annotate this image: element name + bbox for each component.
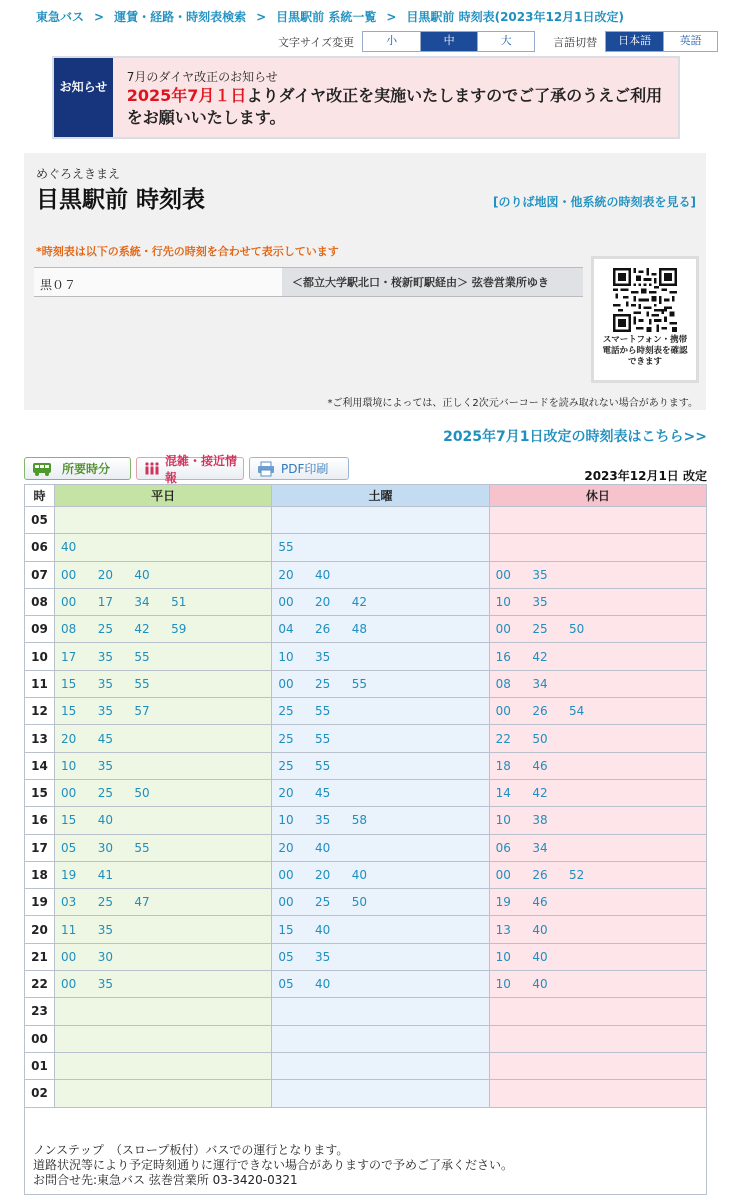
weekday-times-cell (55, 834, 272, 861)
departure-minute: 20 (278, 786, 294, 801)
notice-tag: お知らせ (54, 58, 113, 137)
departure-minute: 00 (495, 868, 511, 882)
weekday-times-cell (55, 1052, 272, 1079)
revision-date: 2023年12月1日 改定 (584, 469, 707, 483)
saturday-times-cell (272, 1080, 489, 1107)
map-link[interactable]: [のりば地図・他系統の時刻表を見る] (493, 195, 696, 209)
departure-minute: 35 (97, 649, 113, 664)
weekday-times-cell (55, 889, 272, 916)
saturday-times-cell (272, 998, 489, 1025)
breadcrumb-item-tokyu-bus[interactable]: 東急バス (36, 10, 85, 24)
duration-button[interactable] (24, 457, 131, 480)
saturday-times-cell (272, 588, 489, 615)
hour-cell: 17 (25, 834, 55, 861)
table-row (25, 861, 707, 888)
table-row (25, 616, 707, 643)
departure-minute: 40 (315, 922, 331, 937)
departure-minute: 45 (315, 786, 331, 801)
departure-minute: 55 (134, 676, 150, 691)
table-row (25, 588, 707, 615)
holiday-times-cell (489, 998, 706, 1025)
weekday-times-cell (55, 1080, 272, 1107)
saturday-times-cell (272, 1025, 489, 1052)
departure-minute: 25 (97, 895, 113, 910)
departure-minute: 10 (495, 977, 511, 992)
departure-minute: 20 (278, 840, 294, 855)
departure-minute: 00 (61, 786, 77, 801)
departure-minute: 35 (97, 922, 113, 937)
departure-minute: 11 (61, 922, 77, 937)
weekday-times-cell (55, 861, 272, 888)
departure-minute: 10 (278, 649, 294, 664)
departure-minute: 35 (315, 949, 331, 964)
departure-minute: 47 (134, 895, 150, 910)
weekday-times-cell (55, 643, 272, 670)
holiday-times-cell (489, 588, 706, 615)
table-row (25, 834, 707, 861)
congestion-button[interactable] (136, 453, 244, 485)
holiday-times-cell (489, 1025, 706, 1052)
departure-minute: 03 (61, 895, 77, 910)
language-switch (605, 31, 718, 52)
saturday-times-cell (272, 807, 489, 834)
departure-minute: 25 (97, 786, 113, 801)
saturday-times-cell (272, 725, 489, 752)
holiday-times-cell (489, 670, 706, 697)
departure-minute: 45 (97, 731, 113, 746)
departure-minute: 57 (134, 704, 150, 719)
departure-minute: 38 (532, 813, 548, 828)
font-size-large-button[interactable]: 大 (477, 32, 534, 51)
departure-minute: 50 (532, 731, 548, 746)
departure-minute: 08 (495, 676, 511, 691)
departure-minute: 25 (278, 704, 294, 719)
departure-minute: 46 (532, 895, 548, 910)
holiday-times-cell (489, 725, 706, 752)
qr-code-icon (613, 268, 677, 332)
weekday-times-cell (55, 916, 272, 943)
holiday-times-cell (489, 916, 706, 943)
congestion-button-label: 混雑・接近情報 (165, 453, 238, 485)
hour-cell: 10 (25, 643, 55, 670)
breadcrumb (36, 8, 624, 25)
hour-cell: 19 (25, 889, 55, 916)
holiday-times-cell (489, 834, 706, 861)
departure-minute: 35 (97, 758, 113, 773)
footer-line: お問合せ先:東急バス 弦巻営業所 03-3420-0321 (33, 1173, 298, 1187)
table-row (25, 889, 707, 916)
departure-minute: 16 (495, 649, 511, 664)
holiday-times-cell (489, 807, 706, 834)
holiday-times-cell (489, 971, 706, 998)
breadcrumb-separator-icon: > (256, 10, 267, 24)
table-row (25, 1052, 707, 1079)
departure-minute: 19 (495, 895, 511, 910)
route-code: 黒０７ (34, 268, 282, 296)
departure-minute: 10 (495, 949, 511, 964)
font-size-small-button[interactable]: 小 (363, 32, 420, 51)
table-row (25, 507, 707, 534)
holiday-times-cell (489, 889, 706, 916)
saturday-times-cell (272, 834, 489, 861)
qr-code-box (591, 256, 699, 383)
saturday-times-cell (272, 779, 489, 806)
pdf-print-button[interactable] (249, 457, 349, 480)
holiday-times-cell (489, 1080, 706, 1107)
departure-minute: 52 (569, 868, 585, 882)
hour-cell: 14 (25, 752, 55, 779)
departure-minute: 55 (134, 649, 150, 664)
hour-cell: 06 (25, 534, 55, 561)
departure-minute: 34 (532, 840, 548, 855)
departure-minute: 00 (61, 595, 77, 610)
departure-minute: 25 (315, 895, 331, 910)
departure-minute: 40 (315, 840, 331, 855)
hour-cell: 13 (25, 725, 55, 752)
departure-minute: 05 (61, 840, 77, 855)
saturday-times-cell (272, 752, 489, 779)
departure-minute: 13 (495, 922, 511, 937)
departure-minute: 40 (97, 813, 113, 828)
holiday-times-cell (489, 752, 706, 779)
timetable-body (25, 507, 707, 1108)
departure-minute: 35 (532, 567, 548, 582)
departure-minute: 25 (315, 676, 331, 691)
weekday-times-cell (55, 807, 272, 834)
table-row (25, 561, 707, 588)
font-size-label: 文字サイズ変更 (278, 35, 355, 49)
route-destination: ＜都立大学駅北口・桜新町駅経由＞ 弦巻営業所ゆき (282, 268, 583, 296)
departure-minute: 06 (495, 840, 511, 855)
weekday-times-cell (55, 998, 272, 1025)
language-label: 言語切替 (553, 35, 598, 49)
departure-minute: 26 (532, 868, 548, 882)
footer-notes (24, 1108, 707, 1195)
notice-banner (52, 56, 680, 139)
saturday-times-cell (272, 971, 489, 998)
departure-minute: 48 (351, 622, 367, 637)
table-row (25, 916, 707, 943)
language-japanese-button[interactable]: 日本語 (606, 32, 663, 51)
departure-minute: 00 (278, 676, 294, 691)
weekday-times-cell (55, 616, 272, 643)
saturday-times-cell (272, 889, 489, 916)
header-holiday: 休日 (489, 485, 706, 507)
saturday-times-cell (272, 643, 489, 670)
qr-note: *ご利用環境によっては、正しく2次元バーコードを読み取れない場合があります。 (327, 398, 698, 409)
holiday-times-cell (489, 943, 706, 970)
font-size-medium-button[interactable]: 中 (420, 32, 477, 51)
departure-minute: 46 (532, 758, 548, 773)
departure-minute: 00 (61, 567, 77, 582)
weekday-times-cell (55, 752, 272, 779)
departure-minute: 40 (315, 977, 331, 992)
holiday-times-cell (489, 861, 706, 888)
combined-note: *時刻表は以下の系統・行先の時刻を合わせて表示しています (36, 245, 339, 258)
pdf-print-button-label: PDF印刷 (281, 462, 329, 476)
saturday-times-cell (272, 916, 489, 943)
departure-minute: 40 (315, 567, 331, 582)
departure-minute: 42 (532, 649, 548, 664)
departure-minute: 40 (351, 868, 367, 882)
departure-minute: 00 (61, 949, 77, 964)
weekday-times-cell (55, 971, 272, 998)
notice-emphasis: 2025年7月１日 (126, 86, 247, 105)
departure-minute: 10 (61, 758, 77, 773)
hour-cell: 01 (25, 1052, 55, 1079)
holiday-times-cell (489, 779, 706, 806)
departure-minute: 26 (532, 704, 548, 719)
departure-minute: 35 (532, 595, 548, 610)
qr-caption-line: できます (627, 357, 662, 367)
table-row (25, 779, 707, 806)
weekday-times-cell (55, 943, 272, 970)
holiday-times-cell (489, 643, 706, 670)
departure-minute: 34 (532, 676, 548, 691)
weekday-times-cell (55, 561, 272, 588)
saturday-times-cell (272, 534, 489, 561)
departure-minute: 00 (278, 868, 294, 882)
departure-minute: 35 (97, 977, 113, 992)
hour-cell: 20 (25, 916, 55, 943)
departure-minute: 35 (315, 813, 331, 828)
new-timetable-link[interactable]: 2025年7月1日改定の時刻表はこちら>> (443, 429, 707, 445)
weekday-times-cell (55, 588, 272, 615)
hour-cell: 23 (25, 998, 55, 1025)
departure-minute: 50 (569, 622, 585, 637)
departure-minute: 25 (532, 622, 548, 637)
qr-caption-line: スマートフォン・携帯 (602, 335, 688, 345)
departure-minute: 19 (61, 868, 77, 882)
weekday-times-cell (55, 779, 272, 806)
notice-body (113, 58, 678, 137)
notice-message-text: よりダイヤ改正を実施いたしますのでご了承のうえご利用をお願いいたします。 (126, 86, 663, 127)
departure-minute: 34 (134, 595, 150, 610)
hour-cell: 18 (25, 861, 55, 888)
hour-cell: 12 (25, 698, 55, 725)
departure-minute: 15 (61, 704, 77, 719)
departure-minute: 59 (171, 622, 187, 637)
departure-minute: 25 (278, 758, 294, 773)
stop-info-card (24, 153, 706, 410)
weekday-times-cell (55, 725, 272, 752)
saturday-times-cell (272, 698, 489, 725)
table-row (25, 1025, 707, 1052)
departure-minute: 10 (495, 813, 511, 828)
table-row (25, 807, 707, 834)
saturday-times-cell (272, 1052, 489, 1079)
language-english-button[interactable]: 英語 (663, 32, 717, 51)
holiday-times-cell (489, 616, 706, 643)
departure-minute: 22 (495, 731, 511, 746)
departure-minute: 50 (134, 786, 150, 801)
saturday-times-cell (272, 561, 489, 588)
departure-minute: 40 (532, 949, 548, 964)
hour-cell: 07 (25, 561, 55, 588)
notice-title: 7月のダイヤ改正のお知らせ (126, 70, 278, 84)
departure-minute: 10 (495, 595, 511, 610)
departure-minute: 00 (61, 977, 77, 992)
header-saturday: 土曜 (272, 485, 489, 507)
breadcrumb-item-search[interactable]: 運賃・経路・時刻表検索 (114, 10, 247, 24)
departure-minute: 42 (532, 786, 548, 801)
header-hour: 時 (25, 485, 55, 507)
hour-cell: 08 (25, 588, 55, 615)
departure-minute: 40 (134, 567, 150, 582)
footer-line: 道路状況等により予定時刻通りに運行できない場合がありますので予めご了承ください。 (33, 1158, 514, 1172)
departure-minute: 25 (278, 731, 294, 746)
saturday-times-cell (272, 943, 489, 970)
departure-minute: 20 (315, 595, 331, 610)
saturday-times-cell (272, 861, 489, 888)
hour-cell: 00 (25, 1025, 55, 1052)
departure-minute: 42 (351, 595, 367, 610)
qr-caption (594, 335, 696, 368)
holiday-times-cell (489, 507, 706, 534)
breadcrumb-item-route-list[interactable]: 目黒駅前 系統一覧 (276, 10, 377, 24)
holiday-times-cell (489, 534, 706, 561)
hour-cell: 02 (25, 1080, 55, 1107)
departure-minute: 55 (134, 840, 150, 855)
departure-minute: 35 (97, 676, 113, 691)
departure-minute: 05 (278, 949, 294, 964)
departure-minute: 55 (351, 676, 367, 691)
departure-minute: 15 (61, 813, 77, 828)
table-row (25, 534, 707, 561)
departure-minute: 42 (134, 622, 150, 637)
saturday-times-cell (272, 507, 489, 534)
departure-minute: 00 (278, 595, 294, 610)
departure-minute: 00 (278, 895, 294, 910)
weekday-times-cell (55, 534, 272, 561)
congestion-icon (144, 461, 160, 477)
departure-minute: 04 (278, 622, 294, 637)
departure-minute: 00 (495, 567, 511, 582)
hour-cell: 21 (25, 943, 55, 970)
departure-minute: 05 (278, 977, 294, 992)
departure-minute: 55 (315, 758, 331, 773)
hour-cell: 11 (25, 670, 55, 697)
duration-button-label: 所要時分 (62, 462, 111, 476)
departure-minute: 20 (61, 731, 77, 746)
weekday-times-cell (55, 698, 272, 725)
hour-cell: 09 (25, 616, 55, 643)
departure-minute: 40 (532, 922, 548, 937)
departure-minute: 51 (171, 595, 187, 610)
departure-minute: 25 (97, 622, 113, 637)
departure-minute: 30 (97, 840, 113, 855)
departure-minute: 14 (495, 786, 511, 801)
breadcrumb-separator-icon: > (386, 10, 397, 24)
weekday-times-cell (55, 507, 272, 534)
departure-minute: 17 (97, 595, 113, 610)
timetable (24, 484, 707, 1108)
departure-minute: 00 (495, 622, 511, 637)
route-row (34, 267, 583, 297)
table-row (25, 971, 707, 998)
departure-minute: 10 (278, 813, 294, 828)
departure-minute: 20 (278, 567, 294, 582)
departure-minute: 26 (315, 622, 331, 637)
departure-minute: 00 (495, 704, 511, 719)
departure-minute: 55 (315, 704, 331, 719)
notice-message (127, 85, 678, 129)
departure-minute: 50 (351, 895, 367, 910)
page-title: 目黒駅前 時刻表 (36, 187, 206, 213)
weekday-times-cell (55, 1025, 272, 1052)
printer-icon (257, 461, 275, 477)
departure-minute: 15 (278, 922, 294, 937)
saturday-times-cell (272, 616, 489, 643)
hour-cell: 05 (25, 507, 55, 534)
qr-caption-line: 電話から時刻表を確認 (602, 346, 688, 356)
hour-cell: 22 (25, 971, 55, 998)
breadcrumb-separator-icon: > (94, 10, 105, 24)
table-row (25, 643, 707, 670)
font-size-switch (362, 31, 535, 52)
bus-icon (32, 461, 52, 477)
departure-minute: 35 (97, 704, 113, 719)
stop-name-kana: めぐろえきまえ (36, 167, 121, 181)
table-row (25, 752, 707, 779)
departure-minute: 15 (61, 676, 77, 691)
table-row (25, 943, 707, 970)
departure-minute: 20 (315, 868, 331, 882)
table-row (25, 1080, 707, 1107)
departure-minute: 30 (97, 949, 113, 964)
table-row (25, 998, 707, 1025)
departure-minute: 40 (532, 977, 548, 992)
hour-cell: 16 (25, 807, 55, 834)
table-row (25, 670, 707, 697)
departure-minute: 55 (315, 731, 331, 746)
hour-cell: 15 (25, 779, 55, 806)
departure-minute: 08 (61, 622, 77, 637)
departure-minute: 58 (351, 813, 367, 828)
departure-minute: 41 (97, 868, 113, 882)
departure-minute: 55 (278, 540, 294, 555)
saturday-times-cell (272, 670, 489, 697)
weekday-times-cell (55, 670, 272, 697)
departure-minute: 35 (315, 649, 331, 664)
departure-minute: 18 (495, 758, 511, 773)
header-weekday: 平日 (55, 485, 272, 507)
departure-minute: 40 (61, 540, 77, 555)
footer-line: ノンステップ （スロープ板付）バスでの運行となります。 (33, 1143, 349, 1157)
table-row (25, 698, 707, 725)
breadcrumb-item-current[interactable]: 目黒駅前 時刻表(2023年12月1日改定) (406, 10, 625, 24)
departure-minute: 20 (97, 567, 113, 582)
holiday-times-cell (489, 561, 706, 588)
holiday-times-cell (489, 1052, 706, 1079)
departure-minute: 54 (569, 704, 585, 719)
toolbar (278, 31, 718, 52)
holiday-times-cell (489, 698, 706, 725)
departure-minute: 17 (61, 649, 77, 664)
table-row (25, 725, 707, 752)
